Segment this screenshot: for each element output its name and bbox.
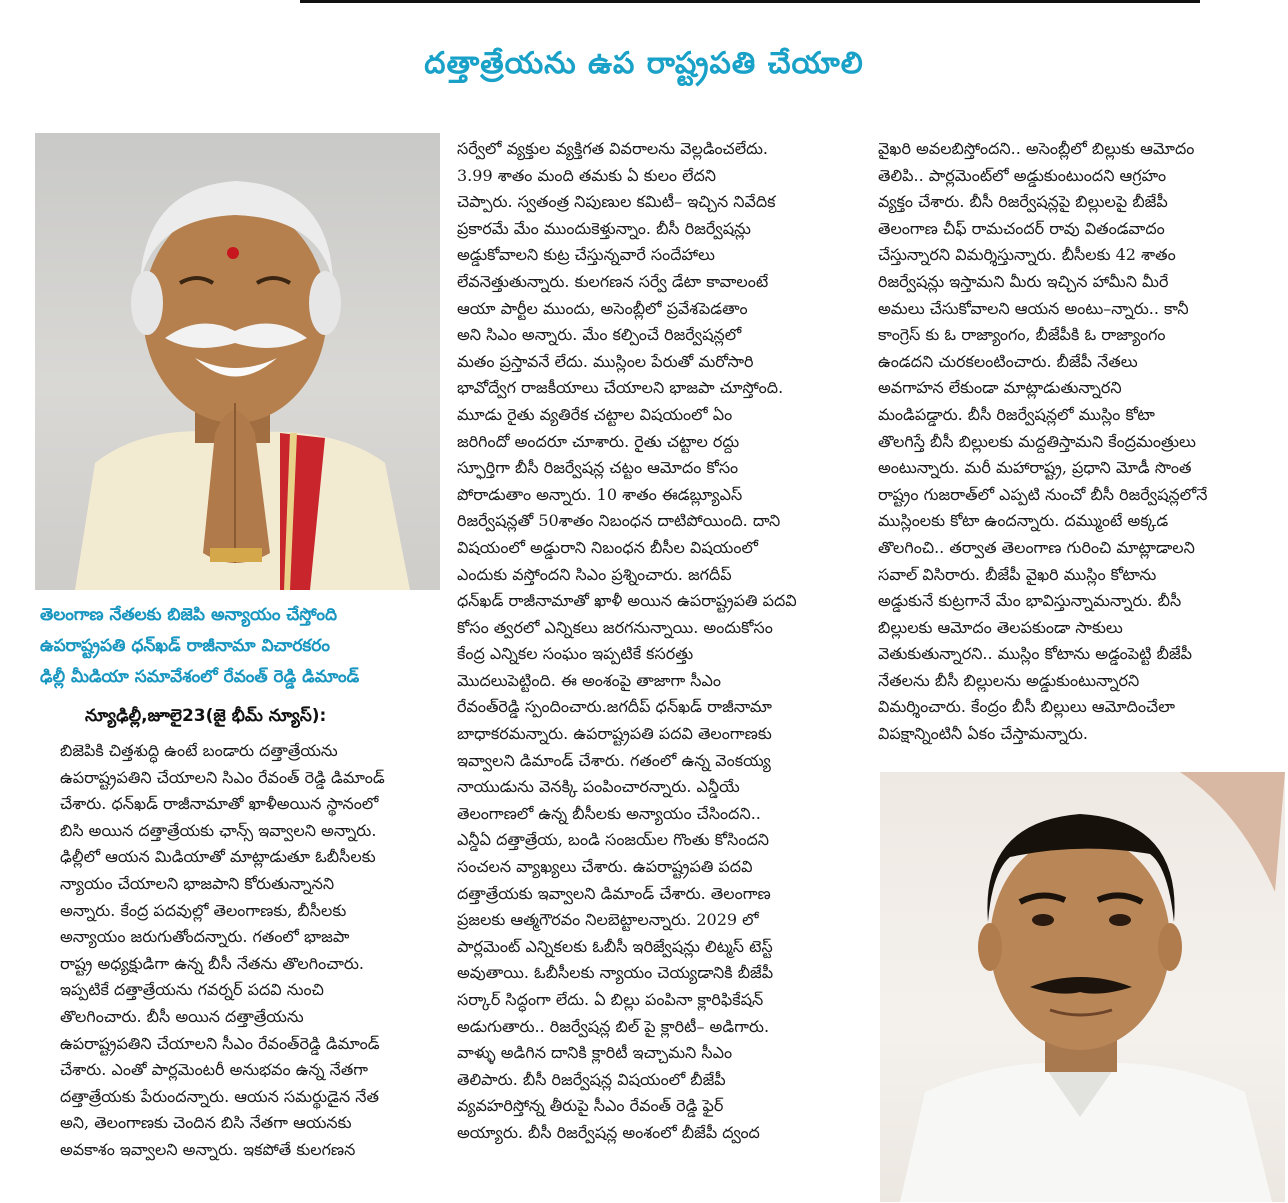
- article-line: అన్యాయం జరుగుతోందన్నారు. గతంలో భాజపా: [60, 927, 350, 947]
- article-line: ఆయా పార్టీల ముందు, అసెంబ్లీలో ప్రవేశపెడతాం: [457, 298, 748, 318]
- article-line: బిల్లులకు ఆమోదం తెలపకుండా సాకులు: [878, 617, 1123, 637]
- article-line: ఎందుకు వస్తోందని సిఎం ప్రశ్నించారు. జగదీప్: [457, 564, 732, 584]
- article-line: తొలగించి.. తర్వాత తెలంగాణ గురించి మాట్లాడాలని: [878, 537, 1195, 557]
- article-line: రిజర్వేషన్లతో 50శాతం నిబంధన దాటిపోయింది. దాని: [457, 511, 781, 531]
- article-line: వైఖరి అవలబిస్తోందని.. అసెంబ్లీలో బిల్లుకు ఆమోదం: [878, 139, 1195, 158]
- article-line: నాయుడును వెనక్కి పంపించారన్నారు. ఎన్డీయే: [457, 777, 740, 797]
- article-line: అమలు చేసుకోవాలని ఆయన అంటు–న్నారు.. కానీ: [878, 298, 1189, 318]
- article-line: కోసం త్వరలో ఎన్నికలు జరగనున్నాయి. అందుకోసం: [457, 617, 773, 637]
- article-line: 3.99 శాతం మంది తమకు ఏ కులం లేదని: [457, 165, 717, 185]
- article-line: ముస్లింలకు కోటా ఉందన్నారు. దమ్ముంటే అక్కడ: [878, 511, 1169, 531]
- article-line: రేవంత్‌రెడ్డి స్పందించారు.జగదీప్ ధన్‌ఖడ్ రాజీనామా: [457, 697, 772, 717]
- article-line: ఇవ్వాలని డిమాండ్ చేశారు. గతంలో ఉన్న వెంకయ్య: [457, 750, 771, 770]
- article-line: సర్కార్ సిద్ధంగా లేదు. ఏ బిల్లు పంపినా క్లారిఫికేషన్: [457, 990, 764, 1009]
- article-line: వ్యవహరిస్తోన్న తీరుపై సీఎం రేవంత్ రెడ్డి ఫైర్: [457, 1096, 724, 1116]
- article-line: దత్తాత్రేయకు పేరుందన్నారు. ఆయన సమర్థుడైన నేత: [60, 1086, 379, 1106]
- article-line: తొలగిస్తే బీసీ బిల్లులకు మద్దతిస్తామని కేంద్రమంత్రులు: [878, 431, 1196, 451]
- article-line: అయ్యారు. బీసీ రిజర్వేషన్ల అంశంలో బీజేపీ ద్వంద: [457, 1122, 760, 1142]
- article-line: సర్వేలో వ్యక్తుల వ్యక్తిగత వివరాలను వెల్లడించలేదు.: [457, 139, 768, 158]
- photo-revanth-reddy: [880, 772, 1285, 1202]
- subheading: ఉపరాష్ట్రపతి ధన్‌ఖడ్ రాజీనామా విచారకరం: [40, 636, 330, 656]
- article-line: మండిపడ్డారు. బీసీ రిజర్వేషన్లలో ముస్లిం కోటా: [878, 404, 1155, 424]
- article-line: ఉపరాష్ట్రపతిని చేయాలని సిఎం రేవంత్ రెడ్డి డిమాండ్: [60, 767, 385, 787]
- article-line: దత్తాత్రేయకు ఇవ్వాలని డిమాండ్ చేశారు. తెలంగాణ: [457, 883, 771, 903]
- article-line: పార్లమెంట్ ఎన్నికలకు ఓబీసీ ఇరిజ్వేషన్లు లిట్మస్ టెస్ట్: [457, 936, 773, 956]
- article-line: పోరాడుతాం అన్నారు. 10 శాతం ఈడబ్ల్యూఎస్: [457, 484, 743, 504]
- article-column-3: [878, 136, 1278, 748]
- article-line: స్ఫూర్తిగా బీసీ రిజర్వేషన్ల చట్టం ఆమోదం కోసం: [457, 458, 739, 478]
- article-line: ఉపరాష్ట్రపతిని చేయాలని సీఎం రేవంత్‌రెడ్డి డిమాండ్: [60, 1033, 380, 1053]
- article-line: వాళ్ళు అడిగిన దానికి క్లారిటీ ఇచ్చామని సీఎం: [457, 1043, 733, 1063]
- article-line: చేస్తున్నారని విమర్శిస్తున్నారు. బీసీలకు 42 శాతం: [878, 245, 1176, 265]
- article-line: విమర్శించారు. కేంద్రం బీసీ బిల్లులు ఆమోదించేలా: [878, 697, 1175, 717]
- article-line: లేవనెత్తుతున్నారు. కులగణన సర్వే డేటా కావాలంటే: [457, 271, 769, 291]
- article-column-2: [457, 136, 857, 1147]
- article-line: మొదలుపెట్టింది. ఈ అంశంపై తాజాగా సీఎం: [457, 670, 721, 690]
- article-line: విషయంలో అడ్డురాని నిబంధన బీసీల విషయంలో: [457, 537, 758, 557]
- article-column-1: [60, 738, 438, 1164]
- article-line: ఇప్పటికే దత్తాత్రేయను గవర్నర్ పదవి నుంచి: [60, 980, 324, 1000]
- article-line: కాంగ్రెస్ కు ఓ రాజ్యాంగం, బీజేపీకి ఓ రాజ్యాంగం: [878, 325, 1166, 345]
- article-line: వెతుకుతున్నారని.. ముస్లిం కోటాను అడ్డంపెట్టి బీజేపీ: [878, 644, 1193, 664]
- article-line: తెలంగాణ చీఫ్ రామచందర్ రావు వితండవాదం: [878, 218, 1165, 238]
- article-line: అని, తెలంగాణకు చెందిన బిసి నేతగా ఆయనకు: [60, 1113, 352, 1133]
- article-line: వ్యక్తం చేశారు. బీసీ రిజర్వేషన్లపై బిల్లులపై బీజేపీ: [878, 192, 1168, 212]
- article-line: సవాల్ విసిరారు. బీజేపీ వైఖరి ముస్లిం కోటాను: [878, 564, 1157, 584]
- article-line: తెలిపి.. పార్లమెంట్‌లో అడ్డుకుంటుందని ఆగ్రహం: [878, 165, 1167, 185]
- article-line: తెలిపారు. బీసీ రిజర్వేషన్ల విషయంలో బీజేపీ: [457, 1069, 726, 1089]
- article-line: జరిగిందో అందరూ చూశారు. రైతు చట్టాల రద్దు: [457, 431, 740, 451]
- article-line: బాధాకరమన్నారు. ఉపరాష్ట్రపతి పదవి తెలంగాణకు: [457, 724, 772, 744]
- article-line: రిజర్వేషన్లు ఇస్తామని మీరు ఇచ్చిన హామీని మీరే: [878, 271, 1169, 291]
- subheading: తెలంగాణ నేతలకు బిజెపి అన్యాయం చేస్తోంది: [40, 605, 338, 625]
- article-line: అడ్డుకునే కుట్రగానే మేం భావిస్తున్నామన్నారు. బీసీ: [878, 591, 1182, 611]
- article-line: ఢిల్లీలో ఆయన మిడియాతో మాట్లాడుతూ ఓబీసీలకు: [60, 847, 376, 867]
- article-line: చేశారు. ఎంతో పార్లమెంటరీ అనుభవం ఉన్న నేతగా: [60, 1060, 369, 1080]
- article-line: చేశారు. ధన్‌ఖడ్ రాజీనామాతో ఖాళీఅయిన స్థానంలో: [60, 794, 379, 814]
- article-line: భావోద్వేగ రాజకీయాలు చేయాలని భాజపా చూస్తోంది.: [457, 378, 784, 398]
- article-line: బిసి అయిన దత్తాత్రేయకు ఛాన్స్ ఇవ్వాలని అన్నారు.: [60, 820, 377, 840]
- article-line: బిజెపికి చిత్తశుద్ధి ఉంటే బండారు దత్తాత్రేయను: [60, 741, 338, 760]
- subheadings: [40, 600, 435, 693]
- article-line: కేంద్ర ఎన్నికల సంఘం ఇప్పటికే కసరత్తు: [457, 644, 694, 664]
- article-line: తొలగించారు. బీసీ అయిన దత్తాత్రేయను: [60, 1006, 304, 1026]
- article-line: అవకాశం ఇవ్వాలని అన్నారు. ఇకపోతే కులగణన: [60, 1139, 356, 1159]
- article-line: న్యాయం చేయాలని భాజపాని కోరుతున్నానని: [60, 873, 335, 893]
- top-rule: [300, 0, 1200, 3]
- article-line: అని సిఎం అన్నారు. మేం కల్పించే రిజర్వేషన్లలో: [457, 325, 742, 345]
- article-line: రాష్ట్ర అధ్యక్షుడిగా ఉన్న బీసీ నేతను తొలగించారు.: [60, 953, 364, 973]
- article-line: అడుగుతారు.. రిజర్వేషన్ల బిల్ పై క్లారిటీ– అడిగారు.: [457, 1016, 770, 1036]
- article-line: రాష్ట్రం గుజరాత్‌లో ఎప్పటి నుంచో బీసీ రిజర్వేషన్లలోనే: [878, 484, 1208, 504]
- article-line: అడ్డుకోవాలని కుట్ర చేస్తున్నవారే సందేహాలు: [457, 245, 715, 265]
- dateline: న్యూఢిల్లీ,జూలై23(జై భీమ్ న్యూస్):: [85, 706, 327, 726]
- article-line: అవుతాయి. ఓబీసీలకు న్యాయం చెయ్యడానికి బీజేపీ: [457, 963, 774, 983]
- article-line: అంటున్నారు. మరీ మహారాష్ట్ర, ప్రధాని మోడీ సొంత: [878, 458, 1192, 478]
- article-line: ఉండదని చురకలంటించారు. బీజేపీ నేతలు: [878, 351, 1138, 371]
- subheading: ఢిల్లీ మీడియా సమావేశంలో రేవంత్ రెడ్డి డిమాండ్: [40, 667, 360, 687]
- article-line: విపక్షాన్నింటినీ ఏకం చేస్తామన్నారు.: [878, 724, 1088, 744]
- article-line: ధన్‌ఖడ్ రాజీనామాతో ఖాళీ అయిన ఉపరాష్ట్రపతి పదవి: [457, 591, 797, 611]
- article-line: ఎన్డీఏ దత్తాత్రేయ, బండి సంజయ్‌ల గొంతు కోసిందని: [457, 830, 770, 850]
- article-line: సంచలన వ్యాఖ్యలు చేశారు. ఉపరాష్ట్రపతి పదవి: [457, 857, 753, 877]
- article-line: తెలంగాణలో ఉన్న బీసీలకు అన్యాయం చేసిందని..: [457, 803, 761, 823]
- article-line: అవగాహన లేకుండా మాట్లాడుతున్నారని: [878, 378, 1122, 398]
- article-line: అన్నారు. కేంద్ర పదవుల్లో తెలంగాణకు, బీసీలకు: [60, 900, 347, 920]
- article-line: ప్రకారమే మేం ముందుకెళ్తున్నాం. బీసీ రిజర్వేషన్లు: [457, 218, 751, 238]
- article-line: ప్రజలకు ఆత్మగౌరవం నిలబెట్టాలన్నారు. 2029 లో: [457, 910, 759, 930]
- article-line: మతం ప్రస్తావనే లేదు. ముస్లింల పేరుతో మరోసారి: [457, 351, 754, 371]
- article-line: చెప్పారు. స్వతంత్ర నిపుణుల కమిటీ– ఇచ్చిన నివేదిక: [457, 192, 776, 212]
- article-line: మూడు రైతు వ్యతిరేక చట్టాల విషయంలో ఏం: [457, 404, 733, 424]
- photo-bandaru-dattatreya: [35, 133, 440, 590]
- article-line: నేతలను బీసీ బిల్లులను అడ్డుకుంటున్నారని: [878, 670, 1140, 690]
- headline: దత్తాత్రేయను ఉప రాష్ట్రపతి చేయాలి: [424, 46, 864, 81]
